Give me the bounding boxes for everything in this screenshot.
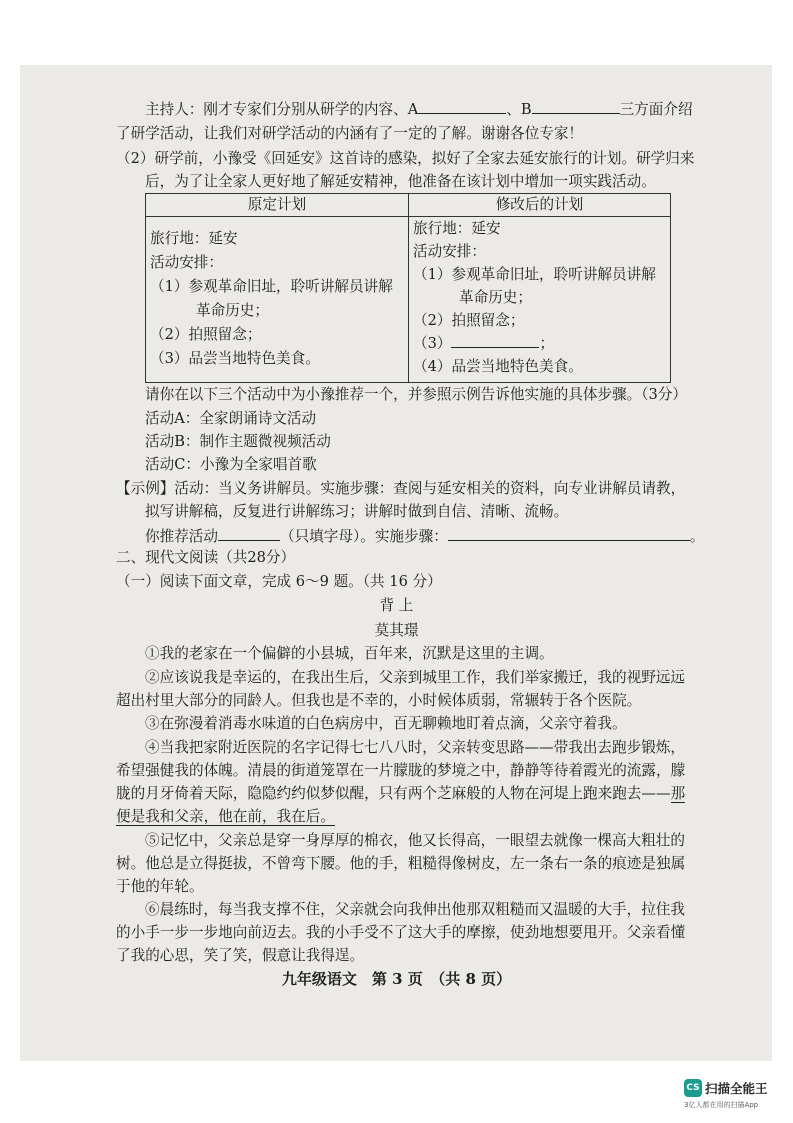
plan-line: 活动安排：	[150, 254, 223, 271]
answer-blank-activity[interactable]	[451, 332, 539, 348]
example-line-2: 拟写讲解稿，反复进行讲解练习；讲解时做到自信、清晰、流畅。	[145, 503, 569, 520]
answer-blank-b[interactable]	[532, 98, 620, 114]
section-title: 二、现代文阅读（共28分）	[116, 549, 296, 566]
paragraph-6-cont: 了我的心思，笑了笑，假意让我得逞。	[116, 947, 365, 964]
activity-b: 活动B：制作主题微视频活动	[145, 433, 331, 450]
paragraph-6-cont: 的小手一步一步地向前迈去。我的小手受不了这大手的摩擦，使劲地想要甩开。父亲看懂	[116, 924, 686, 941]
question-2-line-1: （2）研学前，小豫受《回延安》这首诗的感染，拟好了全家去延安旅行的计划。研学归来	[116, 150, 695, 167]
plan-line: 革命历史；	[196, 302, 269, 319]
paragraph-5-cont: 于他的年轮。	[116, 878, 204, 895]
scanner-watermark	[684, 1077, 768, 1097]
paragraph-4-cont: 希望强健我的体魄。清晨的街道笼罩在一片朦胧的梦境之中，静静等待着霞光的流露，朦	[116, 762, 686, 779]
paragraph-2-cont: 超出村里大部分的同龄人。但我也是不幸的，小时候体质弱，常辗转于各个医院。	[116, 692, 642, 709]
page-footer: 九年级语文 第 3 页 （共 8 页）	[281, 970, 512, 988]
plan-line: （4）品尝当地特色美食。	[413, 358, 583, 375]
paragraph-2: ②应该说我是幸运的，在我出生后，父亲到城里工作，我们举家搬迁，我的视野远远	[145, 669, 685, 686]
paragraph-4-cont: 胧的月牙倚着天际，隐隐约约似梦似醒，只有两个芝麻般的人物在河堤上跑来跑去——那	[116, 785, 686, 802]
article-title: 背 上	[379, 597, 414, 614]
host-line: 主持人：刚才专家们分别从研学的内容、A 、B 三方面介绍	[145, 98, 693, 120]
plan-line: 活动安排：	[413, 243, 486, 260]
activity-a: 活动A：全家朗诵诗文活动	[145, 410, 317, 427]
watermark-slogan: 3亿人都在用的扫描App	[684, 1101, 759, 1109]
paragraph-4: ④当我把家附近医院的名字记得七七八八时，父亲转变思路——带我出去跑步锻炼，	[145, 739, 685, 756]
camscanner-logo-icon: CS	[684, 1079, 702, 1097]
article-author: 莫其璟	[374, 622, 419, 639]
header-revised-plan: 修改后的计划	[409, 194, 671, 217]
plan-table	[145, 193, 671, 383]
watermark-name: 扫描全能王	[705, 1080, 768, 1096]
answer-blank-a[interactable]	[418, 98, 506, 114]
plan-line: （2）拍照留念；	[413, 312, 525, 329]
answer-blank-letter[interactable]	[218, 525, 280, 541]
header-original-plan: 原定计划	[146, 194, 409, 217]
plan-line: 旅行地：延安	[150, 230, 238, 247]
host-line-2: 了研学活动，让我们对研学活动的内涵有了一定的了解。谢谢各位专家！	[116, 125, 584, 142]
example-line-1: 【示例】活动：当义务讲解员。实施步骤：查阅与延安相关的资料，向专业讲解员请教，	[116, 480, 686, 497]
plan-line: （3）品尝当地特色美食。	[150, 350, 320, 367]
underlined-text: 那	[670, 785, 686, 802]
plan-line: （2）拍照留念；	[150, 326, 262, 343]
revised-plan-cell	[409, 217, 671, 383]
underlined-sentence: 便是我和父亲，他在前，我在后。	[116, 808, 335, 825]
plan-line-blank: （3） ；	[409, 332, 670, 355]
question-2-line-2: 后，为了让全家人更好地了解延安精神，他准备在该计划中增加一项实践活动。	[145, 173, 656, 190]
activity-c: 活动C：小豫为全家唱首歌	[145, 456, 317, 473]
plan-line: 旅行地：延安	[413, 220, 501, 237]
plan-line: 革命历史；	[459, 289, 532, 306]
part-instruction: （一）阅读下面文章，完成 6～9 题。（共 16 分）	[116, 573, 442, 590]
original-plan-cell	[146, 217, 409, 383]
paragraph-5: ⑤记忆中，父亲总是穿一身厚厚的棉衣，他又长得高，一眼望去就像一棵高大粗壮的	[145, 832, 685, 849]
recommend-line: 你推荐活动 （只填字母）。实施步骤： 。	[145, 525, 704, 547]
activity-prompt: 请你在以下三个活动中为小豫推荐一个，并参照示例告诉他实施的具体步骤。（3分）	[145, 386, 687, 403]
plan-line: （1）参观革命旧址，聆听讲解员讲解	[150, 278, 393, 295]
paragraph-1: ①我的老家在一个偏僻的小县城，百年来，沉默是这里的主调。	[145, 645, 554, 662]
answer-blank-steps[interactable]	[448, 525, 690, 541]
paragraph-6: ⑥晨练时，每当我支撑不住，父亲就会向我伸出他那双粗糙而又温暖的大手，拉住我	[145, 901, 685, 918]
paragraph-5-cont: 树。他总是立得挺拔，不曾弯下腰。他的手，粗糙得像树皮，左一条右一条的痕迹是独属	[116, 855, 686, 872]
paragraph-3: ③在弥漫着消毒水味道的白色病房中，百无聊赖地盯着点滴，父亲守着我。	[145, 715, 627, 732]
plan-line: （1）参观革命旧址，聆听讲解员讲解	[413, 266, 656, 283]
